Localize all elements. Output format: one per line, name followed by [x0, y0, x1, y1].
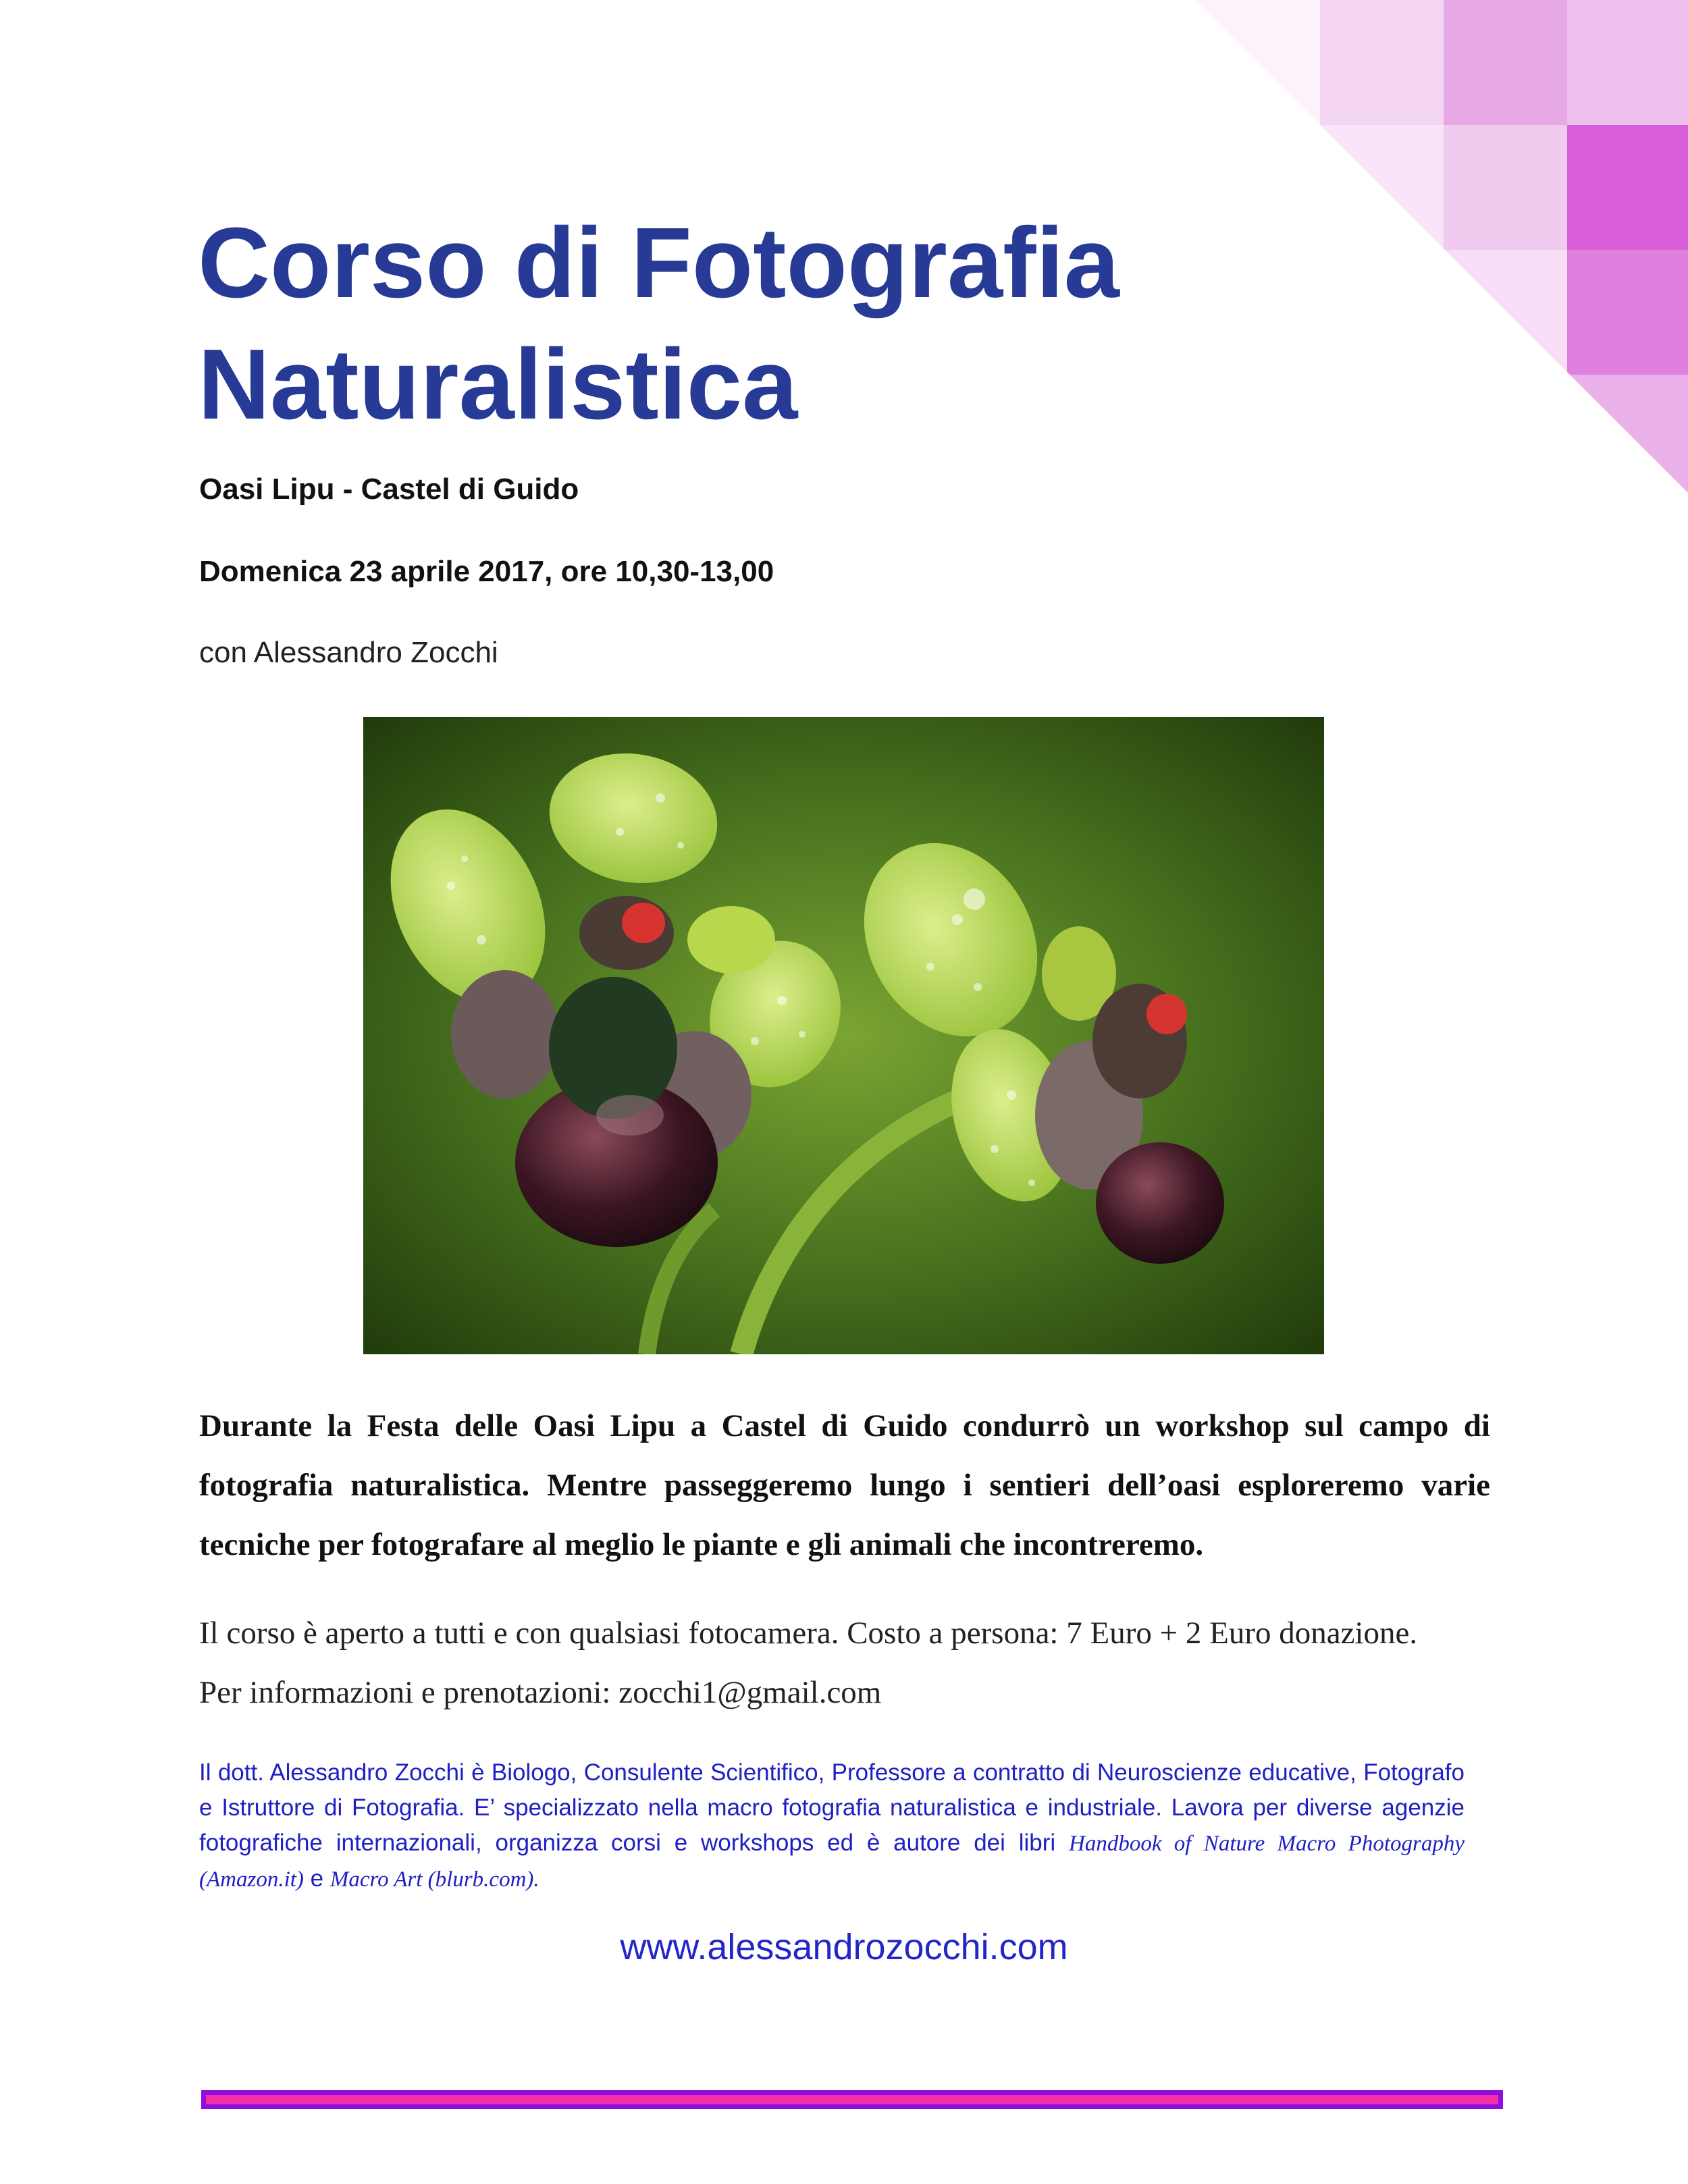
date-time-line: Domenica 23 aprile 2017, ore 10,30-13,00 [199, 555, 774, 588]
book-title-2: Macro Art (blurb.com). [329, 1867, 539, 1892]
title-line-1: Corso di Fotografia [198, 207, 1119, 319]
website-link[interactable]: www.alessandrozocchi.com [620, 1927, 1068, 1967]
book-title-1: Handbook of Nature Macro Photography (Amazon.it) [199, 1832, 1465, 1892]
description-paragraph: Durante la Festa delle Oasi Lipu a Castel di Guido condurrò un workshop sul campo di fotografia naturalistica. Mentre passeggeremo lungo i sentieri dell’oasi esploreremo varie tecniche per fotografare al meglio le piante e gli animali che incontreremo. [199, 1408, 1490, 1562]
orchid-photo [363, 717, 1324, 1354]
page-title [198, 203, 1346, 446]
footer-bar [201, 2090, 1503, 2109]
bio-connector: e [310, 1865, 324, 1892]
bio-text: Il dott. Alessandro Zocchi è Biologo, Consulente Scientifico, Professore a contratto di Neuroscienze educative, Fotografo e Istruttore di Fotografia. E’ specializzato nella macro fotografia naturalistica e industriale. Lavora per diverse agenzie fotografiche internazionali, organizza corsi e workshops ed è autore dei libri [199, 1759, 1465, 1856]
author-line: con Alessandro Zocchi [199, 636, 498, 669]
author-bio [199, 1755, 1465, 1897]
title-line-2: Naturalistica [198, 329, 798, 440]
info-line-1: Il corso è aperto a tutti e con qualsiasi fotocamera. Costo a persona: 7 Euro + 2 Euro donazione. [199, 1616, 1418, 1651]
info-line-2: Per informazioni e prenotazioni: zocchi1@gmail.com [199, 1675, 882, 1710]
location-line: Oasi Lipu - Castel di Guido [199, 473, 579, 506]
